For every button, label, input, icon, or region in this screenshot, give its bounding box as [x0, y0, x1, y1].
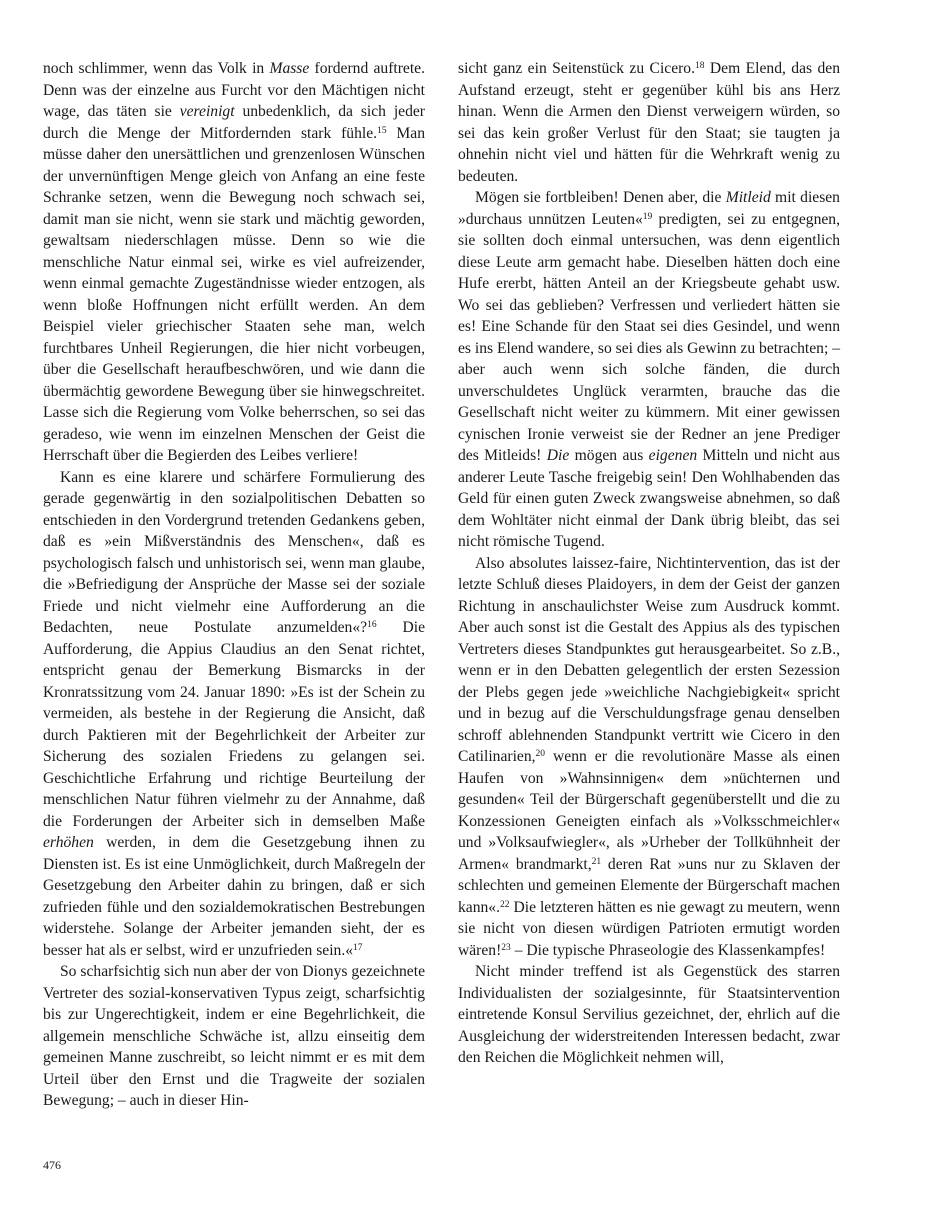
footnote-marker: 18 — [695, 60, 705, 71]
paragraph: noch schlimmer, wenn das Volk in Masse fordernd auftrete. Denn was der einzelne aus Furcht vor den Mächtigen nicht wage, das täten sie vereinigt unbedenklich, da sich jeder durch die Menge der Mitfordernden stark fühle.$^{15}$ Man müsse daher den unersättlichen und grenzenlosen Wünschen der unvernünftigen Menge gleich von Anfang an eine feste Schranke setzen, wenn die Bewegung noch schwach sei, damit man sie nicht, wenn sie stark und mächtig geworden, gewaltsam niederschlagen müsse. Denn so wie die menschliche Natur einmal sei, wirke es viel aufreizender, wenn einmal gemachte Zugeständnisse wieder entzogen, als wenn bloße Hoffnungen nicht erfüllt werden. An dem Beispiel vieler griechischer Staaten sehe man, welch furchtbares Unheil Regierungen, die hier nicht vorbeugen, über die Gesellschaft heraufbeschwören, und wie dann die übermächtig gewordene Bewegung über sie hinwegschreitet. Lasse sich die Regierung vom Volke beherrschen, so sei das geradeso, wie wenn im einzelnen Menschen der Geist die Herrschaft über die Begierden des Leibes verliere! — [43, 60, 425, 464]
left-text-column — [43, 58, 425, 1112]
emphasis: Mitleid — [725, 189, 771, 206]
footnote-marker: 16 — [367, 619, 377, 630]
right-text-column — [458, 58, 840, 1069]
paragraph: Kann es eine klarere und schärfere Formulierung des gerade gegenwärtig in den sozialpolitischen Debatten so entschieden in den Vordergrund tretenden Gedankens geben, daß es »ein Mißverständnis des Menschen«, daß es psychologisch falsch und unhistorisch sei, wenn man glaube, die »Befriedigung der Ansprüche der Masse sei der soziale Friede und nicht vielmehr eine Aufforderung an die Bedachten, neue Postulate anzumelden«?$^{16}$ Die Aufforderung, die Appius Claudius an den Senat richtet, entspricht genau der Bemerkung Bismarcks in der Kronratssitzung vom 24. Januar 1890: »Es ist der Schein zu vermeiden, als bestehe in der Regierung die Ansicht, daß durch Paktieren mit der Begehrlichkeit der Arbeiter zur Sicherung des sozialen Friedens zu gelangen sei. Geschichtliche Erfahrung und richtige Beurteilung der menschlichen Natur führen vielmehr zu der Annahme, daß die Forderungen der Arbeiter sich in demselben Maße erhöhen werden, in dem die Gesetzgebung ihnen zu Diensten ist. Es ist eine Unmöglichkeit, durch Maßregeln der Gesetzgebung den Arbeiter dahin zu bringen, daß er sich zufrieden fühle und den sozialdemokratischen Bestrebungen widerstehe. Solange der Arbeiter jemanden sieht, der es besser hat als er selbst, wird er unzufrieden sein.«$^{17}$ — [43, 468, 425, 959]
footnote-marker: 17 — [353, 942, 363, 953]
footnote-marker: 22 — [500, 899, 510, 910]
footnote-marker: 15 — [377, 125, 387, 136]
emphasis: erhöhen — [43, 834, 94, 851]
paragraph: So scharfsichtig sich nun aber der von Dionys gezeichnete Vertreter des sozial-konservativen Typus zeigt, scharfsichtig bis zur Ungerechtigkeit, indem er eine Begehrlichkeit, die allgemein menschliche Schwäche ist, allzu einseitig dem gemeinen Manne zuschreibt, so leicht nimmt er es mit dem Urteil über den Ernst und die Tragweite der sozialen Bewegung; – auch in dieser Hin- — [43, 963, 425, 1109]
emphasis: Die — [546, 447, 570, 464]
paragraph: sicht ganz ein Seitenstück zu Cicero.$^{18}$ Dem Elend, das den Aufstand erzeugt, steht er gegenüber kühl bis ans Herz hinan. Wenn die Armen den Dienst verweigern würden, so sei das kein großer Verlust für den Staat; sie taugten ja ohnehin nicht viel und hätten für die Wehrkraft wenig zu bedeuten. — [458, 60, 840, 185]
paragraph: Also absolutes laissez-faire, Nichtintervention, das ist der letzte Schluß dieses Plaidoyers, in dem der Geist der ganzen Richtung in anschaulichster Weise zum Ausdruck kommt. Aber auch sonst ist die Gestalt des Appius als des typischen Vertreters dieses Standpunktes gut herausgearbeitet. So z.B., wenn er in den Debatten gelegentlich der ersten Sezession der Plebs gegen jede »weichliche Nachgiebigkeit« spricht und in bezug auf die Verschuldungsfrage genau denselben schroff ablehnenden Standpunkt vertritt wie Cicero in den Catilinarien,$^{20}$ wenn er die revolutionäre Masse als einen Haufen von »Wahnsinnigen« dem »nüchternen und gesunden« Teil der Bürgerschaft gegenüberstellt und die zu Konzessionen Geneigten einfach als »Volksschmeichler« und »Volksaufwiegler«, als »Urheber der Tollkühnheit der Armen« brandmarkt,$^{21}$ deren Rat »uns nur zu Sklaven der schlechten und gemeinen Elemente der Bürgerschaft machen kann«.$^{22}$ Die letzteren hätten es nie gewagt zu meutern, wenn sie nicht von diesen würdigen Patrioten ermutigt worden wären!$^{23}$ – Die typische Phraseologie des Klassenkampfes! — [458, 554, 840, 959]
footnote-marker: 23 — [501, 942, 511, 953]
emphasis: vereinigt — [179, 103, 235, 120]
footnote-marker: 21 — [591, 856, 602, 867]
footnote-marker: 19 — [642, 211, 653, 222]
footnote-marker: 20 — [535, 748, 546, 759]
emphasis: eigenen — [648, 447, 698, 464]
paragraph: Mögen sie fortbleiben! Denen aber, die Mitleid mit diesen »durchaus unnützen Leuten«$^{19}$ predigten, sei zu entgegnen, sie sollten doch einmal untersuchen, was denn eigentlich diese Leute arm gemacht habe. Dieselben hätten doch eine Hufe ererbt, hätten Anteil an der Kriegsbeute gehabt usw. Wo sei das geblieben? Verfressen und verliedert hätten sie es! Eine Schande für den Staat sei dies Gesindel, und wenn es ins Elend wandere, so sei dies als Gewinn zu betrachten; – aber auch wenn sich solche fänden, die durch unverschuldetes Unglück verarmten, brauche das die Gesellschaft nicht weiter zu kümmern. Mit einer gewissen cynischen Ironie verweist sie der Redner an jene Prediger des Mitleids! Die mögen aus eigenen Mitteln und nicht aus anderer Leute Tasche freigebig sein! Den Wohlhabenden das Geld für einen guten Zweck zwangsweise abnehmen, so daß dem Wohltäter nicht einmal der Dank übrig bleibt, das sei nicht römische Tugend. — [458, 189, 840, 550]
emphasis: Masse — [269, 60, 310, 77]
page-number: 476 — [43, 1158, 61, 1172]
paragraph: Nicht minder treffend ist als Gegenstück des starren Individualisten der sozialgesinnte, für Staatsintervention eintretende Konsul Servilius gezeichnet, der, ehrlich auf die Ausgleichung der widerstreitenden Interessen bedacht, zwar den Reichen die Möglichkeit nehmen will, — [458, 963, 840, 1066]
